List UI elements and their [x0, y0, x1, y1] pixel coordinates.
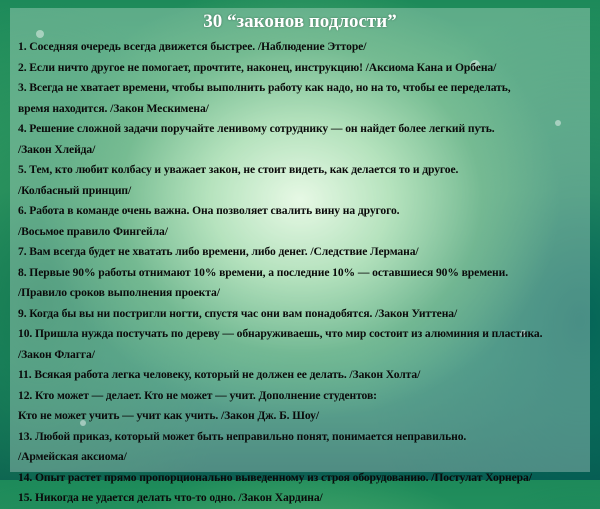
- law-line: 8. Первые 90% работы отнимают 10% времени, а последние 10% — оставшиеся 90% времени.: [18, 265, 508, 279]
- law-line: 13. Любой приказ, который может быть неправильно понят, понимается неправильно.: [18, 429, 467, 443]
- law-line: 11. Всякая работа легка человеку, который не должен ее делать. /Закон Холта/: [18, 368, 421, 381]
- law-line: 2. Если ничто другое не помогает, прочтите, наконец, инструкцию! /Аксиома Кана и Орбена/: [18, 60, 497, 74]
- laws-list: [18, 37, 582, 509]
- law-line: время находится. /Закон Мескимена/: [18, 101, 209, 115]
- law-line: 4. Решение сложной задачи поручайте ленивому сотруднику — он найдет более легкий путь.: [18, 122, 495, 135]
- law-line: 3. Всегда не хватает времени, чтобы выполнить работу как надо, но на то, чтобы ее переделать,: [18, 81, 511, 94]
- law-line: 9. Когда бы вы ни постригли ногти, спустя час они вам понадобятся. /Закон Уиттена/: [18, 306, 458, 320]
- law-line: /Закон Флагга/: [18, 347, 95, 361]
- law-line: /Восьмое правило Фингейла/: [18, 224, 168, 238]
- law-line: 7. Вам всегда будет не хватать либо времени, либо денег. /Следствие Лермана/: [18, 245, 419, 258]
- laws-panel: [10, 8, 590, 504]
- law-line: /Колбасный принцип/: [18, 183, 132, 197]
- law-line: 6. Работа в команде очень важна. Она позволяет свалить вину на другого.: [18, 204, 400, 217]
- law-line: 14. Опыт растет прямо пропорционально выведенному из строя оборудованию. /Постулат Хорнера/: [18, 470, 532, 484]
- law-line: Кто не может учить — учит как учить. /Закон Дж. Б. Шоу/: [18, 409, 319, 422]
- law-line: 12. Кто может — делает. Кто не может — учит. Дополнение студентов:: [18, 388, 377, 402]
- law-line: 15. Никогда не удается делать что-то одно. /Закон Хардина/: [18, 491, 323, 504]
- law-line: 5. Тем, кто любит колбасу и уважает закон, не стоит видеть, как делается то и другое.: [18, 163, 459, 176]
- page-title: 30 “законов подлости”: [203, 11, 397, 32]
- law-line: /Армейская аксиома/: [18, 450, 127, 463]
- law-line: 1. Соседняя очередь всегда движется быстрее. /Наблюдение Этторе/: [18, 40, 367, 53]
- law-line: /Правило сроков выполнения проекта/: [18, 286, 220, 299]
- law-line: /Закон Хлейда/: [18, 142, 96, 156]
- law-line: 10. Пришла нужда постучать по дереву — обнаруживаешь, что мир состоит из алюминия и пластика.: [18, 327, 543, 340]
